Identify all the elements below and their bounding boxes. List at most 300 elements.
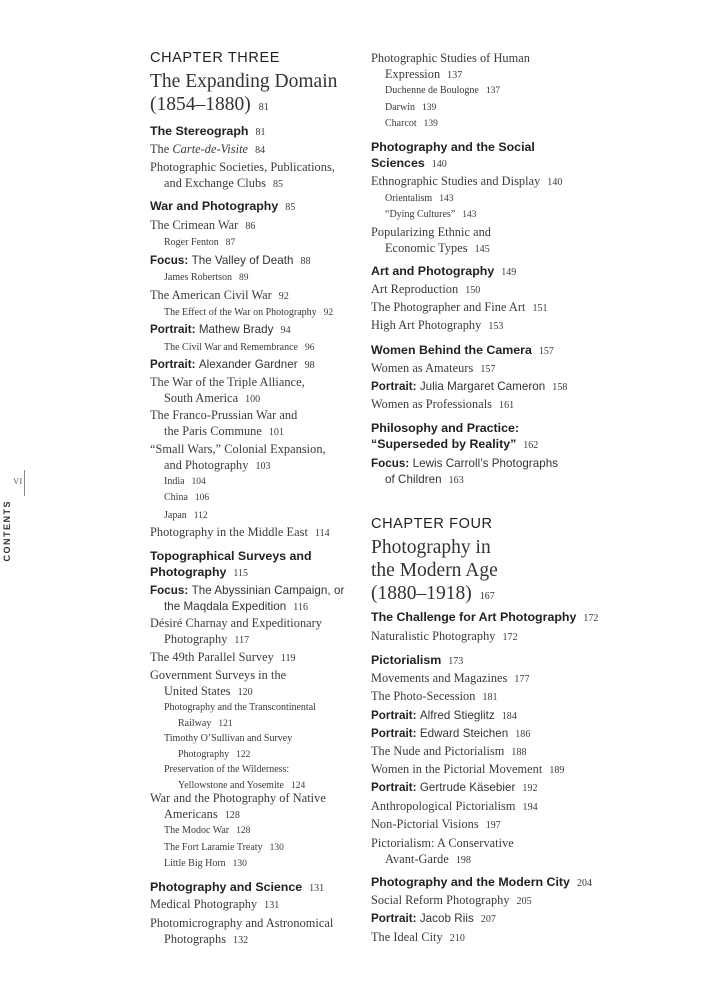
- entry-text: Sciences: [371, 155, 425, 170]
- entry-line: [385, 83, 500, 100]
- entry-label: Portrait:: [150, 323, 199, 336]
- entry-page-number: 145: [474, 243, 490, 255]
- entry-label: Focus:: [150, 254, 192, 267]
- entry-text: The Effect of the War on Photography: [164, 307, 317, 318]
- entry-text: The Stereograph: [150, 124, 249, 138]
- entry-line: [150, 791, 326, 807]
- entry-label: Portrait:: [150, 358, 199, 371]
- entry-page-number: 88: [300, 256, 311, 267]
- entry-page-number: 143: [439, 194, 454, 204]
- entry-line: [150, 288, 289, 305]
- entry-text: South America: [164, 390, 239, 405]
- entry-text: Non-Pictorial Visions: [371, 817, 479, 831]
- entry-page-number: 139: [422, 103, 437, 113]
- entry-text: High Art Photography: [371, 318, 482, 332]
- entry-text-italic: Carte-de-Visite: [172, 142, 249, 156]
- entry-line: [371, 140, 535, 156]
- entry-line: [150, 897, 279, 914]
- entry-text: and Photography: [164, 457, 249, 472]
- entry-line: [371, 264, 516, 281]
- right-entry-9: [371, 264, 516, 281]
- entry-text: Désiré Charnay and Expeditionary: [150, 616, 322, 630]
- entry-text: Photomicrography and Astronomical: [150, 916, 334, 930]
- right-entry-12: [371, 318, 503, 335]
- entry-page-number: 173: [448, 656, 464, 667]
- entry-line: [150, 599, 344, 616]
- chapter-three-title-line-1: The Expanding Domain: [150, 71, 338, 92]
- entry-text: Photography: [164, 631, 228, 646]
- entry-text: Railway: [178, 717, 212, 729]
- entry-text: Photographic Studies of Human: [371, 51, 530, 65]
- left-entry-11: [164, 340, 314, 357]
- entry-line: [164, 340, 314, 357]
- chapter-four-title: [371, 536, 498, 608]
- entry-page-number: 115: [233, 567, 249, 579]
- entry-text: War and Photography: [150, 199, 279, 213]
- entry-line: [371, 361, 495, 378]
- entry-line: [164, 731, 292, 747]
- entry-page-number: 137: [447, 69, 463, 81]
- right-entry-3: [385, 116, 438, 133]
- entry-page-number: 131: [309, 883, 325, 894]
- entry-line: [371, 708, 517, 725]
- entry-line: [371, 379, 567, 396]
- right-ch4-entry-15: [371, 911, 496, 928]
- left-entry-30: [164, 840, 284, 857]
- right-entry-16: [371, 397, 514, 414]
- entry-text: Roger Fenton: [164, 237, 219, 248]
- left-entry-31: [164, 856, 247, 873]
- entry-line: [371, 817, 501, 834]
- left-entry-22: [150, 616, 322, 648]
- left-entry-27: [164, 762, 305, 794]
- entry-line: [150, 916, 333, 932]
- entry-page-number: 198: [455, 854, 471, 866]
- entry-page-number: 157: [538, 346, 554, 357]
- entry-text: Duchenne de Boulogne: [385, 85, 479, 96]
- entry-page-number: 151: [532, 303, 548, 314]
- entry-page-number: 106: [194, 493, 210, 503]
- entry-line: [150, 650, 296, 667]
- left-entry-32: [150, 880, 324, 897]
- entry-page-number: 116: [293, 601, 309, 613]
- right-ch4-entry-9: [371, 780, 538, 797]
- entry-text: Women in the Pictorial Movement: [371, 762, 543, 776]
- left-entry-10: [150, 322, 291, 339]
- right-entry-11: [371, 300, 548, 317]
- entry-line: [164, 856, 247, 873]
- entry-page-number: 137: [485, 86, 501, 96]
- entry-page-number: 119: [280, 653, 296, 664]
- entry-text: Mathew Brady: [198, 323, 274, 336]
- entry-page-number: 181: [482, 692, 498, 703]
- left-entry-0: [150, 124, 265, 141]
- entry-text: the Paris Commune: [164, 423, 262, 438]
- entry-page-number: 130: [269, 843, 284, 853]
- entry-text: Photography and the Modern City: [371, 875, 570, 889]
- entry-text: Topographical Surveys and: [150, 549, 312, 563]
- entry-text: Popularizing Ethnic and: [371, 225, 491, 239]
- entry-page-number: 140: [547, 177, 563, 188]
- entry-line: [150, 408, 297, 424]
- entry-page-number: 96: [304, 343, 315, 353]
- entry-text: Art and Photography: [371, 264, 495, 278]
- entry-text: Edward Steichen: [419, 727, 509, 740]
- entry-line: [150, 322, 291, 339]
- entry-label: Portrait:: [371, 781, 420, 794]
- entry-text: Medical Photography: [150, 897, 258, 911]
- entry-line: [371, 51, 530, 67]
- entry-page-number: 172: [502, 632, 518, 643]
- entry-line: [371, 437, 538, 454]
- entry-line: [371, 318, 503, 335]
- entry-page-number: 153: [488, 321, 504, 332]
- left-entry-19: [150, 525, 330, 542]
- entry-label: Portrait:: [371, 727, 420, 740]
- entry-line: [150, 549, 312, 565]
- entry-text: Expression: [385, 66, 441, 81]
- right-ch4-entry-3: [371, 671, 530, 688]
- entry-text: The Valley of Death: [191, 254, 294, 267]
- entry-text: Economic Types: [385, 240, 468, 255]
- right-ch4-entry-4: [371, 689, 498, 706]
- entry-line: [150, 565, 312, 582]
- entry-line: [150, 424, 297, 441]
- entry-line: [371, 653, 463, 670]
- entry-page-number: 157: [480, 364, 496, 375]
- right-ch4-entry-11: [371, 817, 501, 834]
- entry-page-number: 101: [268, 426, 285, 438]
- entry-page-number: 104: [191, 477, 206, 487]
- entry-line: [371, 629, 518, 646]
- entry-line: [371, 671, 530, 688]
- left-entry-33: [150, 897, 279, 914]
- right-entry-17: [371, 421, 538, 453]
- right-entry-5: [371, 174, 562, 191]
- left-entry-4: [150, 218, 255, 235]
- entry-line: [150, 442, 326, 458]
- left-entry-7: [164, 270, 249, 287]
- entry-page-number: 140: [431, 158, 447, 170]
- entry-page-number: 143: [462, 210, 477, 220]
- entry-text: The Nude and Pictorialism: [371, 744, 505, 758]
- entry-text: Social Reform Photography: [371, 893, 510, 907]
- chapter-three-title: [150, 70, 337, 119]
- entry-text: Photography: [178, 748, 230, 760]
- right-entry-13: [371, 343, 554, 360]
- entry-line: [150, 616, 322, 632]
- right-entry-6: [385, 191, 453, 208]
- entry-line: [371, 836, 514, 852]
- entry-line: [371, 67, 530, 84]
- left-entry-3: [150, 199, 295, 216]
- entry-text: Women as Professionals: [371, 397, 493, 411]
- entry-text: Movements and Magazines: [371, 671, 508, 685]
- entry-page-number: 114: [314, 528, 330, 539]
- entry-line: [371, 799, 538, 816]
- entry-text: Julia Margaret Cameron: [419, 380, 546, 393]
- entry-line: [150, 375, 305, 391]
- entry-text: Alexander Gardner: [198, 358, 298, 371]
- entry-text: Avant-Garde: [385, 851, 449, 866]
- entry-line: [150, 525, 330, 542]
- chapter-three-title-line-2: [150, 93, 337, 119]
- entry-text: The Photo-Secession: [371, 689, 476, 703]
- left-entry-17: [164, 490, 209, 507]
- right-entry-1: [385, 83, 500, 100]
- right-ch4-entry-6: [371, 726, 530, 743]
- entry-line: [164, 700, 316, 716]
- chapter-four-title-line-1: Photography in: [371, 537, 491, 558]
- entry-page-number: 210: [449, 933, 465, 944]
- entry-line: [150, 583, 344, 599]
- entry-line: [371, 726, 530, 743]
- right-entry-4: [371, 140, 535, 172]
- entry-line: [164, 840, 284, 857]
- entry-page-number: 177: [514, 674, 530, 685]
- entry-line: [164, 270, 249, 287]
- entry-text: “Small Wars,” Colonial Expansion,: [150, 442, 326, 456]
- entry-line: [371, 930, 465, 947]
- entry-label: Portrait:: [371, 912, 420, 925]
- entry-text: The Civil War and Remembrance: [164, 342, 298, 353]
- entry-page-number: 122: [236, 749, 251, 760]
- entry-page-number: 204: [576, 878, 592, 889]
- entry-page-number: 128: [236, 826, 251, 836]
- left-entry-21: [150, 583, 344, 615]
- entry-text: Little Big Horn: [164, 858, 226, 869]
- entry-line: [385, 191, 453, 208]
- entry-text: The Modoc War: [164, 825, 230, 836]
- page-margin: [0, 470, 40, 560]
- right-ch4-entry-13: [371, 875, 592, 892]
- entry-page-number: 132: [233, 934, 249, 946]
- running-head: CONTENTS: [2, 500, 12, 562]
- entry-text: The Ideal City: [371, 930, 443, 944]
- right-entry-15: [371, 379, 567, 396]
- entry-line: [150, 632, 322, 649]
- entry-line: [150, 357, 315, 374]
- entry-line: [371, 156, 535, 173]
- entry-line: [371, 780, 538, 797]
- entry-line: [371, 610, 598, 627]
- entry-text: Naturalistic Photography: [371, 629, 496, 643]
- margin-rule: [24, 470, 25, 496]
- entry-line: [371, 744, 527, 761]
- chapter-four-page: 167: [479, 591, 495, 602]
- page-number: VI: [13, 477, 23, 486]
- right-ch4-entry-7: [371, 744, 527, 761]
- entry-page-number: 92: [323, 308, 334, 318]
- entry-page-number: 92: [278, 291, 289, 302]
- right-entry-10: [371, 282, 480, 299]
- entry-line: [371, 282, 480, 299]
- entry-line: [150, 176, 335, 193]
- chapter-three-number: CHAPTER THREE: [150, 50, 280, 66]
- right-ch4-entry-0: [371, 610, 598, 627]
- entry-page-number: 103: [255, 460, 271, 472]
- entry-text: The Crimean War: [150, 218, 239, 232]
- entry-line: [164, 716, 316, 733]
- entry-page-number: 131: [264, 900, 280, 911]
- entry-text: The Challenge for Art Photography: [371, 610, 577, 624]
- right-ch4-entry-5: [371, 708, 517, 725]
- entry-text: Philosophy and Practice:: [371, 421, 520, 435]
- entry-page-number: 85: [285, 202, 296, 213]
- entry-page-number: 100: [245, 393, 261, 405]
- entry-line: [385, 207, 477, 224]
- entry-text: Ethnographic Studies and Display: [371, 174, 541, 188]
- entry-page-number: 194: [522, 802, 538, 813]
- entry-line: [371, 241, 491, 258]
- entry-page-number: 98: [304, 360, 315, 371]
- right-ch4-entry-1: [371, 629, 518, 646]
- entry-text: The Fort Laramie Treaty: [164, 842, 263, 853]
- right-entry-0: [371, 51, 530, 83]
- entry-text: Photography: [150, 564, 227, 579]
- entry-line: [164, 305, 333, 322]
- left-entry-18: [164, 508, 208, 525]
- entry-line: [164, 474, 206, 491]
- left-entry-26: [164, 731, 292, 763]
- right-entry-18: [371, 456, 558, 488]
- entry-text: Charcot: [385, 118, 417, 129]
- entry-text: The 49th Parallel Survey: [150, 650, 274, 664]
- entry-line: [150, 880, 324, 897]
- right-ch4-entry-12: [371, 836, 514, 868]
- left-entry-6: [150, 253, 311, 270]
- entry-line: [385, 116, 438, 133]
- entry-text: China: [164, 492, 188, 503]
- entry-page-number: 184: [501, 711, 517, 722]
- entry-page-number: 124: [290, 780, 306, 791]
- right-ch4-entry-10: [371, 799, 538, 816]
- entry-line: [371, 762, 564, 779]
- entry-line: [150, 684, 286, 701]
- entry-text: “Superseded by Reality”: [371, 436, 517, 451]
- left-entry-9: [164, 305, 333, 322]
- right-ch4-entry-2: [371, 653, 463, 670]
- entry-line: [150, 458, 326, 475]
- entry-page-number: 120: [237, 686, 253, 698]
- entry-line: [385, 100, 436, 117]
- entry-line: [371, 689, 498, 706]
- entry-page-number: 149: [501, 267, 517, 278]
- entry-line: [371, 343, 554, 360]
- entry-page-number: 188: [511, 747, 527, 758]
- entry-text: “Dying Cultures”: [385, 209, 456, 220]
- entry-line: [371, 421, 538, 437]
- entry-line: [150, 807, 326, 824]
- left-entry-14: [150, 408, 297, 440]
- left-entry-29: [164, 823, 250, 840]
- entry-text: Yellowstone and Yosemite: [178, 779, 284, 791]
- entry-text: Anthropological Pictorialism: [371, 799, 516, 813]
- right-entry-14: [371, 361, 495, 378]
- right-entry-8: [371, 225, 491, 257]
- left-entry-16: [164, 474, 206, 491]
- entry-line: [371, 300, 548, 317]
- entry-page-number: 189: [549, 765, 565, 776]
- entry-text: James Robertson: [164, 272, 233, 283]
- left-entry-23: [150, 650, 296, 667]
- entry-page-number: 163: [448, 474, 464, 486]
- left-entry-20: [150, 549, 312, 581]
- entry-page-number: 84: [255, 145, 266, 156]
- entry-text: The Photographer and Fine Art: [371, 300, 526, 314]
- right-ch4-entry-8: [371, 762, 564, 779]
- entry-text: Orientalism: [385, 193, 433, 204]
- entry-page-number: 117: [234, 634, 250, 646]
- entry-line: [164, 490, 209, 507]
- entry-text: The: [150, 142, 173, 156]
- entry-page-number: 172: [583, 613, 599, 624]
- entry-text: Photography in the Middle East: [150, 525, 308, 539]
- entry-text: The Franco-Prussian War and: [150, 408, 298, 422]
- entry-text: Alfred Stieglitz: [419, 709, 495, 722]
- entry-line: [150, 218, 255, 235]
- entry-line: [150, 199, 295, 216]
- left-entry-34: [150, 916, 333, 948]
- entry-page-number: 150: [465, 285, 481, 296]
- entry-text: of Children: [385, 472, 442, 486]
- entry-page-number: 161: [499, 400, 515, 411]
- entry-line: [371, 397, 514, 414]
- entry-text: Pictorialism: A Conservative: [371, 836, 514, 850]
- left-entry-2: [150, 160, 335, 192]
- entry-page-number: 207: [480, 914, 496, 925]
- entry-page-number: 128: [224, 809, 240, 821]
- entry-page-number: 186: [515, 729, 531, 740]
- entry-text: and Exchange Clubs: [164, 175, 266, 190]
- entry-line: [164, 762, 305, 778]
- left-entry-5: [164, 235, 235, 252]
- entry-page-number: 89: [239, 273, 249, 283]
- entry-text: Lewis Carroll’s Photographs: [412, 457, 559, 470]
- entry-text: The War of the Triple Alliance,: [150, 375, 305, 389]
- chapter-four-title-line-3: [371, 582, 498, 608]
- entry-line: [371, 174, 562, 191]
- entry-text: Government Surveys in the: [150, 668, 287, 682]
- entry-line: [371, 852, 514, 869]
- left-entry-15: [150, 442, 326, 474]
- left-entry-24: [150, 668, 286, 700]
- right-entry-7: [385, 207, 477, 224]
- chapter-four-title-line-3-text: (1880–1918): [371, 583, 472, 604]
- entry-line: [150, 160, 335, 176]
- entry-page-number: 86: [245, 221, 256, 232]
- entry-label: Focus:: [150, 584, 192, 597]
- entry-line: [150, 253, 311, 270]
- entry-page-number: 205: [516, 896, 532, 907]
- entry-text: Preservation of the Wilderness:: [164, 764, 290, 775]
- entry-text: Timothy O’Sullivan and Survey: [164, 733, 293, 744]
- entry-text: Americans: [164, 806, 218, 821]
- entry-line: [164, 508, 208, 525]
- entry-text: India: [164, 476, 185, 487]
- entry-text: Pictorialism: [371, 653, 442, 667]
- entry-line: [164, 235, 235, 252]
- entry-text: War and the Photography of Native: [150, 791, 326, 805]
- entry-text: Jacob Riis: [419, 912, 474, 925]
- entry-page-number: 158: [552, 382, 568, 393]
- entry-text: Photographic Societies, Publications,: [150, 160, 335, 174]
- left-entry-8: [150, 288, 289, 305]
- entry-line: [150, 668, 286, 684]
- left-entry-25: [164, 700, 316, 732]
- entry-page-number: 192: [522, 783, 538, 794]
- entry-text: The American Civil War: [150, 288, 272, 302]
